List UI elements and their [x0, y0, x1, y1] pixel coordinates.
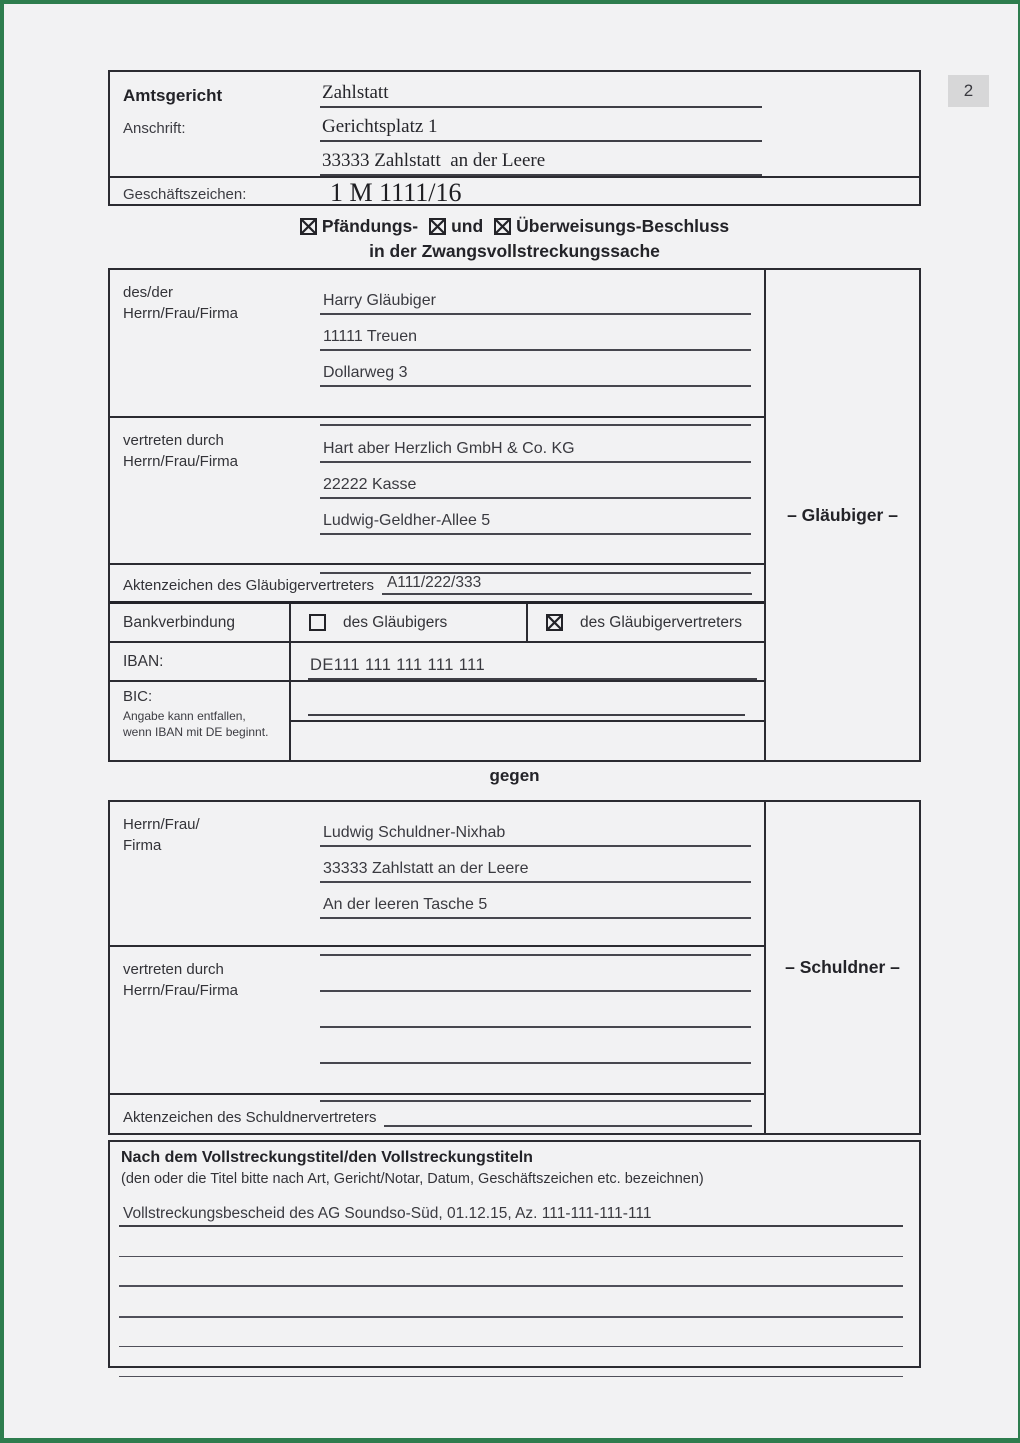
versus-label: gegen: [489, 766, 540, 785]
enforcement-title-field[interactable]: Vollstreckungsbescheid des AG Soundso-Süd, 01.12.15, Az. 111-111-111-111: [119, 1198, 903, 1227]
creditor-main: [110, 270, 764, 760]
file-number-row: [110, 176, 919, 210]
file-number-field[interactable]: 1 M 1111/16: [330, 178, 462, 207]
bank-option-creditor: [291, 604, 528, 641]
creditor-reference-label: Aktenzeichen des Gläubigervertreters: [123, 577, 374, 594]
bic-field[interactable]: [308, 714, 745, 716]
bank-details-block: [110, 601, 764, 760]
court-address-row: [110, 72, 919, 176]
court-label: Amtsgericht: [123, 86, 223, 105]
bank-option-representative: [528, 604, 764, 641]
address-label: Anschrift:: [123, 120, 186, 137]
title-option-label: Pfändungs-: [321, 216, 419, 236]
bic-label-cell: [110, 682, 291, 760]
enforcement-blank-field-4[interactable]: [119, 1318, 903, 1348]
creditor-city-field[interactable]: 11111 Treuen: [320, 315, 751, 351]
checked-checkbox-icon[interactable]: [494, 218, 511, 235]
debtor-name-field[interactable]: Ludwig Schuldner-Nixhab: [320, 802, 751, 847]
bank-owner-row: [110, 604, 764, 641]
court-name-field[interactable]: Zahlstatt: [320, 74, 762, 108]
court-street-field[interactable]: Gerichtsplatz 1: [320, 108, 762, 142]
checked-checkbox-icon[interactable]: [546, 614, 563, 631]
debtor-rep-field-1[interactable]: [320, 947, 751, 992]
bic-note-line1: Angabe kann entfallen,: [123, 709, 246, 723]
creditor-party-label-line1: des/der: [123, 284, 174, 301]
court-header-box: [108, 70, 921, 206]
enforcement-title-box: [108, 1140, 921, 1368]
debtor-representative-section: [110, 945, 764, 1093]
bank-option-creditor-label: des Gläubigers: [343, 613, 448, 631]
enforcement-subheading: (den oder die Titel bitte nach Art, Gericht/Notar, Datum, Geschäftszeichen etc. bezeichnen): [121, 1171, 704, 1187]
creditor-rep-street-field[interactable]: Ludwig-Geldher-Allee 5: [320, 499, 751, 535]
iban-label: IBAN:: [110, 643, 291, 680]
debtor-reference-row: [110, 1093, 764, 1133]
title-option-pfaendungs: [300, 216, 418, 237]
creditor-rep-fields: [320, 418, 764, 563]
title-option-ueberweisungs: [494, 216, 729, 237]
debtor-party-label-line2: Firma: [123, 837, 162, 854]
creditor-rep-label-line2: Herrn/Frau/Firma: [123, 453, 239, 470]
enforcement-blank-field-3[interactable]: [119, 1287, 903, 1318]
unchecked-checkbox-icon[interactable]: [309, 614, 326, 631]
debtor-party-label-line1: Herrn/Frau/: [123, 816, 200, 833]
bic-value-cell: [291, 682, 764, 760]
debtor-city-field[interactable]: 33333 Zahlstatt an der Leere: [320, 847, 751, 883]
creditor-rep-label-line1: vertreten durch: [123, 432, 224, 449]
court-header-labels: [110, 72, 320, 176]
creditor-rep-city-field[interactable]: 22222 Kasse: [320, 463, 751, 499]
bic-note: [123, 708, 283, 740]
file-number-label: Geschäftszeichen:: [123, 185, 247, 203]
creditor-box: [108, 268, 921, 762]
creditor-reference-row: [110, 563, 764, 601]
creditor-party-section: [110, 270, 764, 416]
debtor-reference-label: Aktenzeichen des Schuldnervertreters: [123, 1109, 377, 1126]
creditor-name-field[interactable]: Harry Gläubiger: [320, 270, 751, 315]
debtor-rep-field-3[interactable]: [320, 1028, 751, 1064]
form-title: [108, 216, 921, 262]
creditor-party-label-line2: Herrn/Frau/Firma: [123, 305, 239, 322]
bic-note-line2: wenn IBAN mit DE beginnt.: [123, 725, 269, 739]
creditor-reference-field[interactable]: A111/222/333: [382, 574, 752, 595]
debtor-side-label: – Schuldner –: [764, 802, 919, 1133]
creditor-street-field[interactable]: Dollarweg 3: [320, 351, 751, 387]
enforcement-blank-field-5[interactable]: [119, 1347, 903, 1377]
form-title-line2: in der Zwangsvollstreckungssache: [369, 241, 660, 261]
title-option-label: Überweisungs-Beschluss: [516, 216, 730, 236]
creditor-representative-section: [110, 416, 764, 563]
bank-label: Bankverbindung: [110, 604, 291, 641]
debtor-party-section: [110, 802, 764, 945]
debtor-rep-label-line1: vertreten durch: [123, 961, 224, 978]
creditor-rep-label: [110, 418, 320, 563]
form-title-line1: [108, 216, 921, 237]
checked-checkbox-icon[interactable]: [429, 218, 446, 235]
creditor-rep-name-field[interactable]: Hart aber Herzlich GmbH & Co. KG: [320, 418, 751, 463]
bic-label: BIC:: [123, 688, 153, 705]
court-city-field[interactable]: 33333 Zahlstatt an der Leere: [320, 142, 762, 176]
debtor-rep-field-2[interactable]: [320, 992, 751, 1028]
bic-empty-row: [291, 722, 764, 760]
debtor-rep-label-line2: Herrn/Frau/Firma: [123, 982, 239, 999]
bic-field-row: [291, 682, 764, 722]
checked-checkbox-icon[interactable]: [300, 218, 317, 235]
court-header-values: [320, 72, 919, 176]
debtor-rep-label: [110, 947, 320, 1093]
bank-option-representative-label: des Gläubigervertreters: [580, 613, 742, 631]
title-option-label: und: [451, 216, 484, 236]
bic-row: [110, 680, 764, 760]
debtor-box: [108, 800, 921, 1135]
iban-field-wrap: [291, 643, 764, 680]
creditor-party-label: [110, 270, 320, 416]
enforcement-blank-field-2[interactable]: [119, 1257, 903, 1288]
enforcement-blank-field-1[interactable]: [119, 1227, 903, 1257]
page-number-badge: 2: [948, 75, 989, 107]
debtor-rep-fields: [320, 947, 764, 1093]
debtor-party-label: [110, 802, 320, 945]
debtor-reference-field[interactable]: [384, 1124, 752, 1127]
iban-row: [110, 641, 764, 680]
debtor-street-field[interactable]: An der leeren Tasche 5: [320, 883, 751, 919]
debtor-party-fields: [320, 802, 764, 945]
iban-field[interactable]: DE111 111 111 111 111: [308, 643, 757, 680]
title-option-und: [429, 216, 483, 237]
creditor-side-label: – Gläubiger –: [764, 270, 919, 760]
creditor-party-fields: [320, 270, 764, 416]
enforcement-heading: Nach dem Vollstreckungstitel/den Vollstreckungstiteln: [121, 1149, 533, 1166]
debtor-main: [110, 802, 764, 1133]
